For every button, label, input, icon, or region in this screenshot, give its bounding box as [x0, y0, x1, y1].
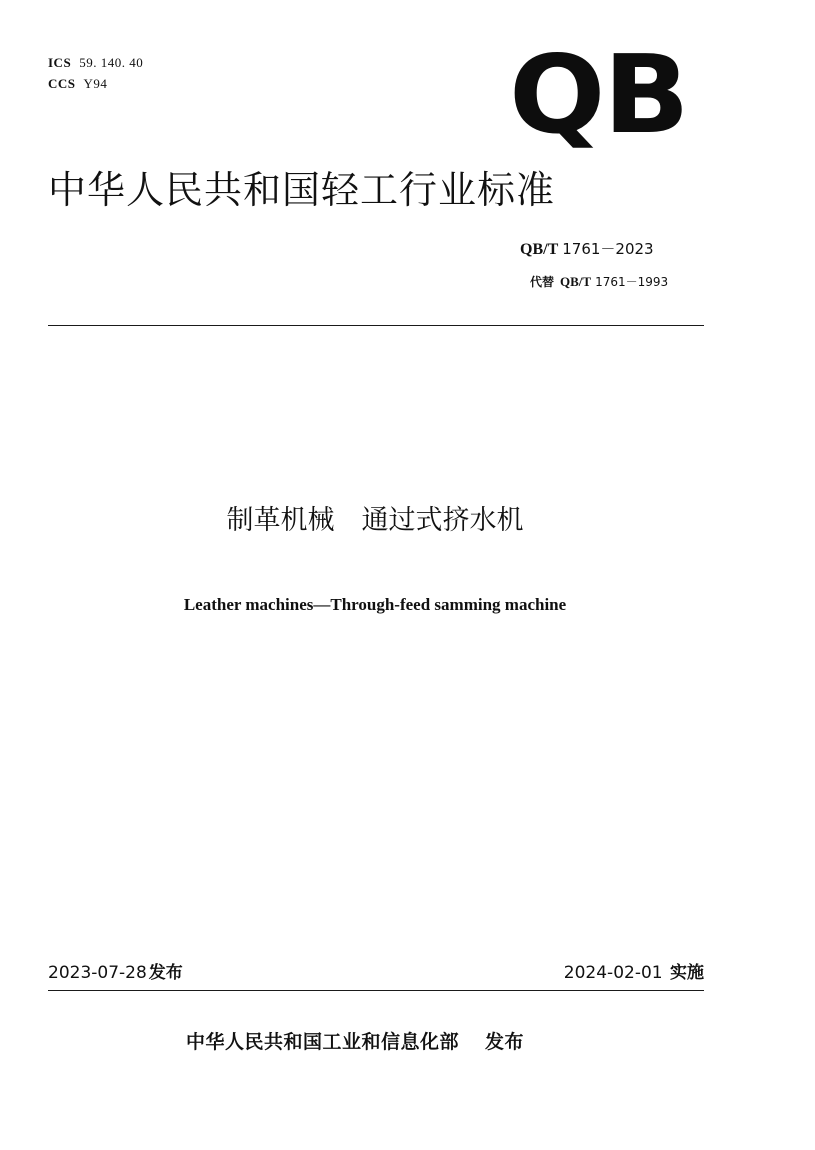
standard-code: QB/T — [520, 241, 559, 258]
document-title-cn: 制革机械 通过式挤水机 — [226, 505, 524, 536]
document-title-en: Leather machines—Through-feed samming machine — [183, 595, 567, 614]
replaces-number: 1761－1993 — [595, 275, 669, 289]
footer-divider — [48, 990, 704, 991]
implementation-date-label: 实施 — [670, 963, 704, 983]
issue-date-value: 2023-07-28 — [48, 963, 147, 983]
replaces-prefix: 代替 — [530, 275, 555, 289]
ics-label: ICS — [48, 55, 72, 70]
issuer-action: 发布 — [485, 1031, 525, 1053]
ccs-code — [48, 76, 107, 92]
qb-logo: QB — [509, 33, 688, 158]
ccs-label: CCS — [48, 76, 76, 91]
implementation-date — [564, 962, 704, 984]
issuer-name: 中华人民共和国工业和信息化部 — [186, 1031, 460, 1053]
standard-number — [520, 239, 654, 260]
standard-number-value: 1761－2023 — [562, 240, 654, 258]
header-divider — [48, 325, 704, 326]
implementation-date-value: 2024-02-01 — [563, 963, 663, 983]
issue-date — [48, 962, 183, 984]
ccs-value: Y94 — [83, 76, 108, 91]
replaces-standard — [530, 274, 668, 290]
standard-category-title: 中华人民共和国轻工行业标准 — [48, 168, 556, 212]
ics-value: 59. 140. 40 — [79, 55, 144, 70]
issue-date-label: 发布 — [148, 963, 183, 983]
issuing-authority — [186, 1029, 524, 1055]
replaces-code: QB/T — [560, 274, 592, 289]
ics-code — [48, 55, 143, 71]
